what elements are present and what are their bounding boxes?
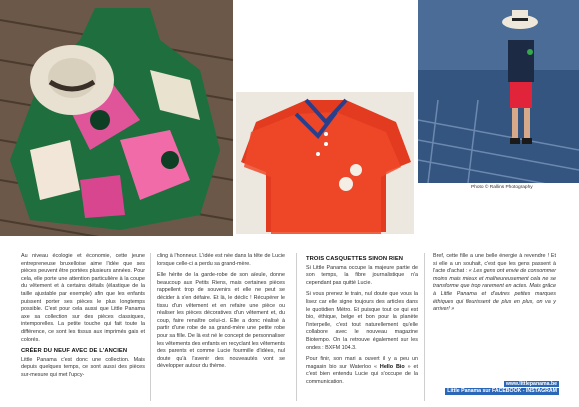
footer-links <box>441 381 559 395</box>
quote-text: « Les gens ont envie de consommer moins mais mieux et malheureusement cela ne se transforme que trop rarement en actes. Mais grâce à Little Panama et d'autres petites marques éthiques qui fleurissent de plus en plus, on va y arriver! » <box>433 268 556 313</box>
paragraph: Elle hérite de la garde-robe de son aïeule, donne beaucoup aux Petits Riens, mais certaines pièces rappellent trop de souvenirs et elle ne peut se décider à s'en défaire. Et là, le déclic ! Récupérer le tissu d'un vêtement et en refaire une pièce ou réaliser les pièces décoratives d'un vêtement et, du coup, faire renaître celui-ci. Elle a donc réalisé à partir d'une robe de sa grand-mère une petite robe pour sa fille. De là est né le concept de personnaliser les vêtements des enfants en recyclant les vêtements des parents et comme Lucie fourmille d'idées, nul doute qu'à l'avenir des nouveautés vont se développer autour du thème. <box>157 272 285 370</box>
paragraph: cling à l'honneur. L'idée est née dans la tête de Lucie lorsque celle-ci a perdu sa grand-mère. <box>157 253 285 267</box>
boy-in-hat-photo <box>418 0 579 183</box>
paragraph <box>306 356 418 386</box>
website-link[interactable]: www.littlepanama.be <box>505 381 557 387</box>
section-heading: CRÉER DU NEUF AVEC DE L'ANCIEN <box>21 348 128 355</box>
hello-bio-link[interactable]: Hello Bio <box>379 363 405 370</box>
article-column-3 <box>306 253 418 391</box>
paragraph-text: Bref, cette fille a une belle énergie à revendre ! Et si elle a un souhait, c'est que les gens passent à l'acte d'achat : <box>433 253 556 275</box>
paragraph: Si Little Panama occupe la majeure partie de son temps, la fibre journalistique n'a cependant pas quitté Lucie. <box>306 264 418 286</box>
paragraph: Little Panama c'est donc une collection. Mais depuis quelques temps, ce sont aussi des pièces sur-mesure qui met l'upcy- <box>21 356 145 378</box>
column-divider <box>150 253 151 401</box>
paragraph-text: Pour finir, son mari a ouvert il y a peu un magasin bio sur Waterloo « <box>306 356 418 370</box>
social-link[interactable]: Little Panama sur FACEBOOK - INSTAGRAM <box>447 388 557 395</box>
photo-credit: Photo © Rallins Photography <box>471 185 533 190</box>
paragraph <box>433 253 556 314</box>
column-divider <box>296 253 297 401</box>
article-column-2 <box>157 253 285 375</box>
paragraph: Si vous prenez le train, nul doute que vous la lisez car elle signe toujours des articles dans le quotidien Métro. Et puisque tout ce qui est bio, éthique, belge et bon pour la planète l'interpelle, c'est tout naturellement qu'elle collabore avec le nouveau magazine Biotempo. On la retrouve également sur les ondes : BXFM 104.3. <box>306 291 418 351</box>
section-heading: TROIS CASQUETTES SINON RIEN <box>306 256 404 262</box>
article-column-4 <box>433 253 556 318</box>
red-polo-shirts-photo <box>236 92 414 234</box>
article-column-1 <box>21 253 145 384</box>
paragraph: Au niveau écologie et économie, cette jeune entrepreneuse bruxelloise aime l'idée que ses pièces peuvent être portées plusieurs années. Pour cela, elle porte une attention particulière à la coupe du vêtement et à certains détails (élastique de la taille ajustable par exemple) afin que les enfants puissent porter ses pièces le plus longtemps possible. C'est pour cela aussi que Little Panama axe sa collection sur des pièces classiques, intemporelles. La petite touche qui fait toute la différence, ce sont les tissus aux imprimés gais et colorés. <box>21 253 145 343</box>
column-divider <box>424 253 425 401</box>
paragraph-text: » et c'est bien entendu Lucie qui s'occupe de la communication. <box>306 363 418 385</box>
dress-and-hat-photo <box>0 0 233 236</box>
